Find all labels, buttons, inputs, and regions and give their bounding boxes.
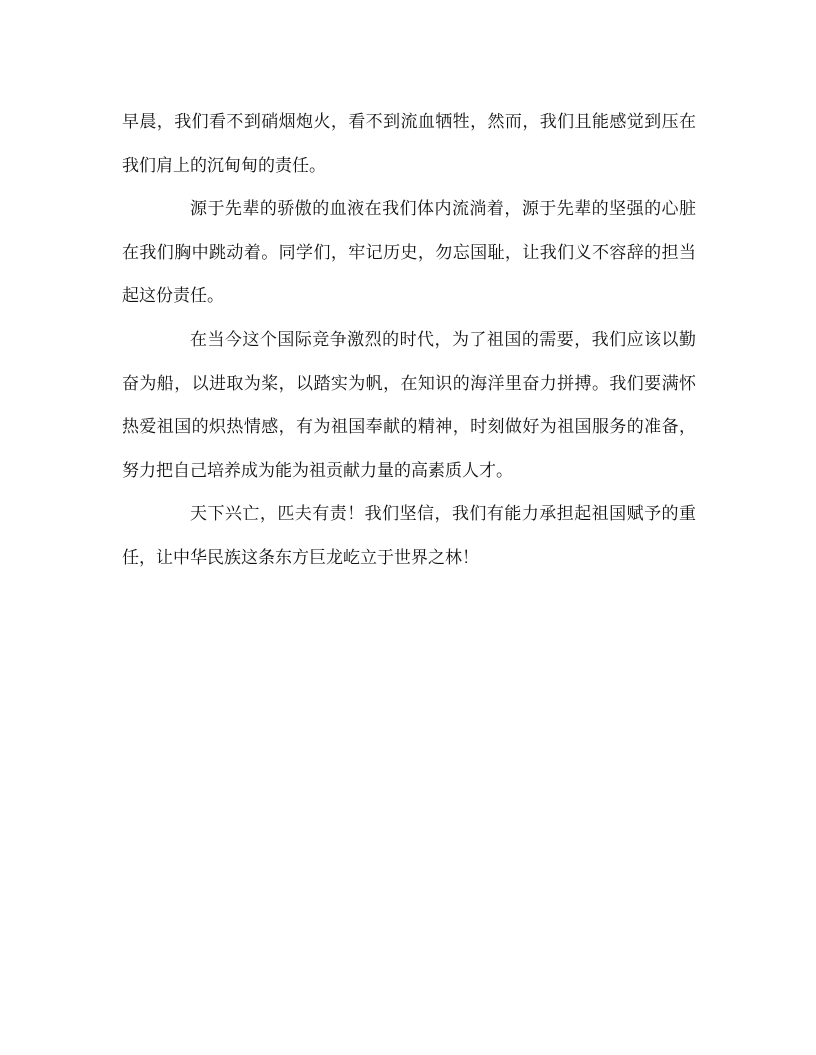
paragraph-1: 早晨，我们看不到硝烟炮火，看不到流血牺牲，然而，我们且能感觉到压在我们肩上的沉甸甸的责任。 bbox=[122, 112, 696, 176]
paragraph-2: 源于先辈的骄傲的血液在我们体内流淌着，源于先辈的坚强的心脏在我们胸中跳动着。同学们，牢记历史，勿忘国耻，让我们义不容辞的担当起这份责任。 bbox=[122, 199, 696, 307]
document-body bbox=[122, 101, 696, 581]
paragraph-4: 天下兴亡，匹夫有责！我们坚信，我们有能力承担起祖国赋予的重任，让中华民族这条东方巨龙屹立于世界之林！ bbox=[122, 504, 696, 568]
paragraph-3: 在当今这个国际竞争激烈的时代，为了祖国的需要，我们应该以勤奋为船，以进取为桨，以踏实为帆，在知识的海洋里奋力拼搏。我们要满怀热爱祖国的炽热情感，有为祖国奉献的精神，时刻做好为祖国服务的准备，努力把自己培养成为能为祖贡献力量的高素质人才。 bbox=[122, 329, 696, 481]
